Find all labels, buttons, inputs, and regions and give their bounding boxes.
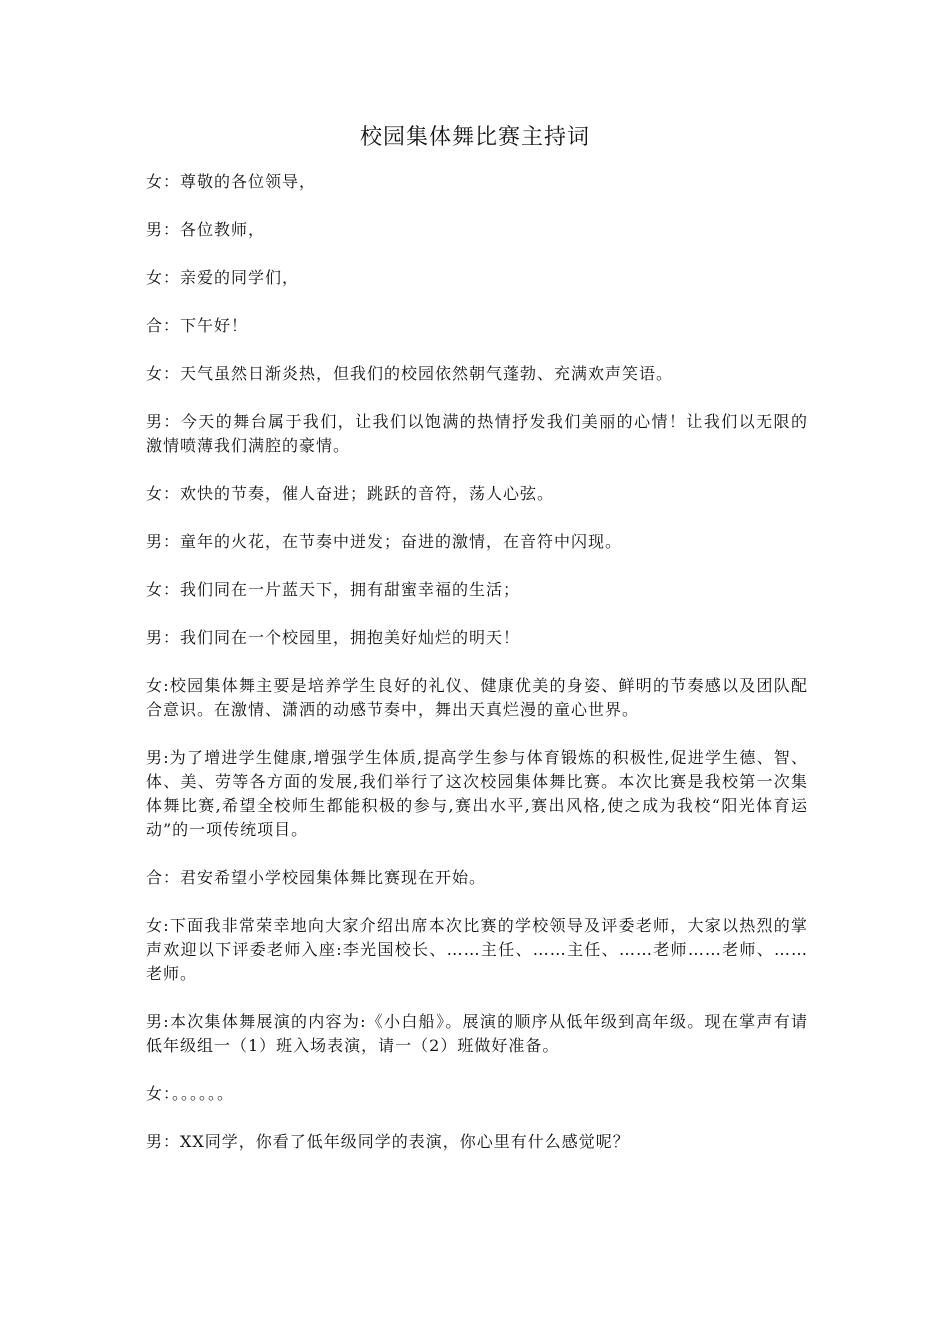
paragraph: 男：XX同学，你看了低年级同学的表演，你心里有什么感觉呢？ [146, 1132, 630, 1151]
paragraph: 男：童年的火花，在节奏中迸发；奋进的激情，在音符中闪现。 [146, 532, 623, 551]
paragraph: 女:校园集体舞主要是培养学生良好的礼仪、健康优美的身姿、鲜明的节奏感以及团队配合意识。在激情、潇洒的动感节奏中，舞出天真烂漫的童心世界。 [146, 676, 808, 719]
paragraph: 合：君安希望小学校园集体舞比赛现在开始。 [146, 868, 487, 887]
paragraph: 女：天气虽然日渐炎热，但我们的校园依然朝气蓬勃、充满欢声笑语。 [146, 364, 674, 383]
paragraph: 女：尊敬的各位领导， [146, 172, 317, 191]
paragraph: 女：我们同在一片蓝天下，拥有甜蜜幸福的生活； [146, 580, 521, 599]
paragraph: 合：下午好！ [146, 316, 249, 335]
paragraph: 男：各位教师， [146, 220, 266, 239]
paragraph: 男:为了增进学生健康,增强学生体质,提高学生参与体育锻炼的积极性,促进学生德、智、体、美、劳等各方面的发展,我们举行了这次校园集体舞比赛。本次比赛是我校第一次集体舞比赛,希望全校师生都能积极的参与,赛出水平,赛出风格,使之成为我校“阳光体育运动”的一项传统项目。 [146, 748, 808, 839]
paragraph: 男：我们同在一个校园里，拥抱美好灿烂的明天！ [146, 628, 521, 647]
document-body [146, 170, 808, 1178]
paragraph: 男：今天的舞台属于我们，让我们以饱满的热情抒发我们美丽的心情！让我们以无限的激情喷薄我们满腔的豪情。 [146, 412, 808, 455]
paragraph: 女：欢快的节奏，催人奋进；跳跃的音符，荡人心弦。 [146, 484, 555, 503]
paragraph: 女:下面我非常荣幸地向大家介绍出席本次比赛的学校领导及评委老师，大家以热烈的掌声欢迎以下评委老师入座:李光国校长、……主任、……主任、……老师……老师、……老师。 [146, 916, 808, 983]
paragraph: 女：。。。。。。 [146, 1084, 235, 1103]
document-title: 校园集体舞比赛主持词 [359, 125, 590, 150]
paragraph: 男:本次集体舞展演的内容为:《小白船》。展演的顺序从低年级到高年级。现在掌声有请低年级组一（1）班入场表演，请一（2）班做好准备。 [146, 1012, 808, 1055]
paragraph: 女：亲爱的同学们， [146, 268, 300, 287]
